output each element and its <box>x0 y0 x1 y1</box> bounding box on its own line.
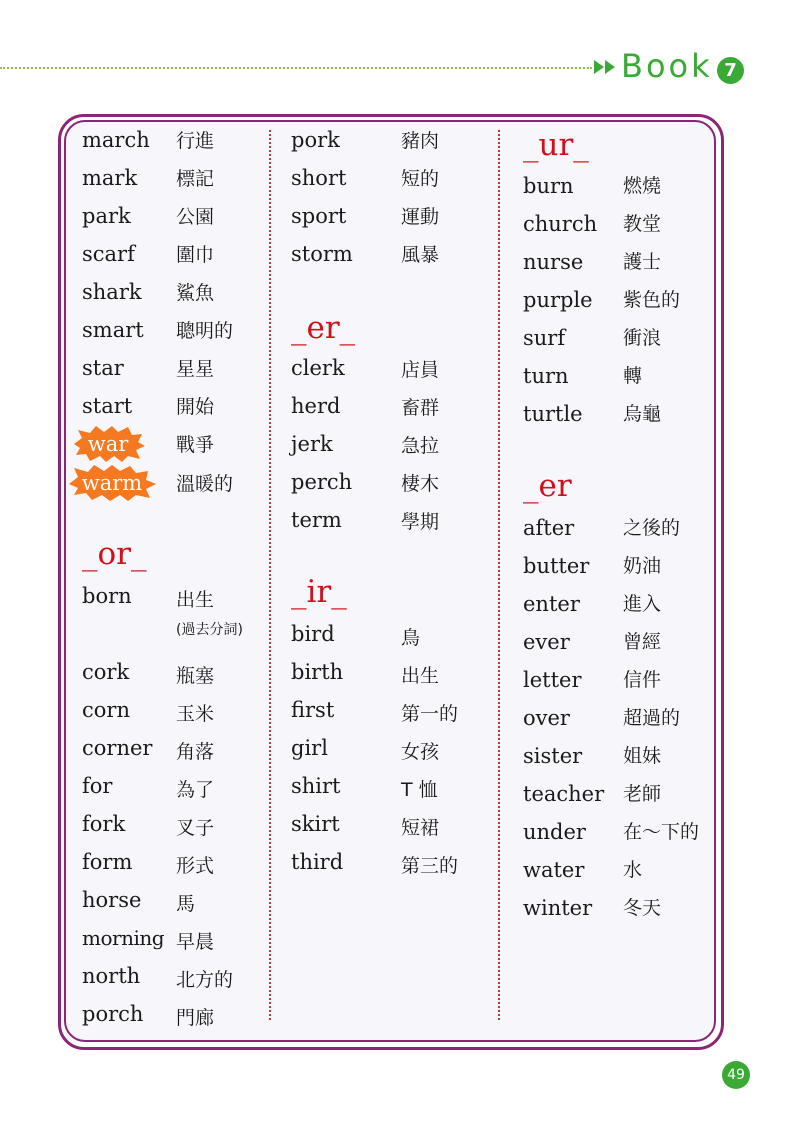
meaning: 瓶塞 <box>176 665 215 687</box>
meaning: 開始 <box>176 396 215 418</box>
word: letter <box>523 668 582 692</box>
word: term <box>291 508 342 532</box>
meaning: 急拉 <box>401 435 440 457</box>
meaning: 短的 <box>401 168 440 190</box>
meaning: 進入 <box>623 593 662 615</box>
word: ever <box>523 630 570 654</box>
section-heading-or: _or_ <box>82 536 147 572</box>
meaning: 出生 <box>401 665 440 687</box>
meaning: 角落 <box>176 741 215 763</box>
meaning: 叉子 <box>176 817 215 839</box>
meaning-note: (過去分詞) <box>176 622 243 638</box>
word: burn <box>523 174 574 198</box>
meaning: 棲木 <box>401 473 440 495</box>
meaning: 姐妹 <box>623 745 662 767</box>
meaning: 女孩 <box>401 741 440 763</box>
word: short <box>291 166 347 190</box>
meaning: 北方的 <box>176 969 234 991</box>
meaning: 公園 <box>176 206 215 228</box>
word: march <box>82 128 150 152</box>
meaning: 學期 <box>401 511 440 533</box>
meaning: 紫色的 <box>623 289 681 311</box>
word: corner <box>82 736 153 760</box>
word: scarf <box>82 242 135 266</box>
meaning: 衝浪 <box>623 327 662 349</box>
double-arrow-icon <box>594 56 620 78</box>
book-title: Book <box>621 47 713 85</box>
column-divider-1 <box>269 130 271 1020</box>
meaning: 教堂 <box>623 213 662 235</box>
word: herd <box>291 394 341 418</box>
meaning: 第三的 <box>401 855 459 877</box>
meaning: T 恤 <box>401 779 438 801</box>
word: corn <box>82 698 130 722</box>
word: first <box>291 698 335 722</box>
meaning: 出生 <box>176 589 215 611</box>
word: butter <box>523 554 590 578</box>
meaning: 風暴 <box>401 244 440 266</box>
meaning: 烏龜 <box>623 403 662 425</box>
word: bird <box>291 622 335 646</box>
meaning: 之後的 <box>623 517 681 539</box>
word: smart <box>82 318 144 342</box>
meaning: 燃燒 <box>623 175 662 197</box>
section-heading-er: _er_ <box>291 310 356 346</box>
word: under <box>523 820 586 844</box>
word: girl <box>291 736 328 760</box>
meaning: 標記 <box>176 168 215 190</box>
word: surf <box>523 326 566 350</box>
meaning: 水 <box>623 859 643 881</box>
section-heading-ur: _ur_ <box>523 127 589 163</box>
meaning: 豬肉 <box>401 130 440 152</box>
meaning: 運動 <box>401 206 440 228</box>
word: skirt <box>291 812 340 836</box>
word: sister <box>523 744 583 768</box>
section-heading-ir: _ir_ <box>291 574 347 610</box>
word: clerk <box>291 356 345 380</box>
meaning: 鯊魚 <box>176 282 215 304</box>
word: park <box>82 204 131 228</box>
word: porch <box>82 1002 144 1026</box>
meaning: 早晨 <box>176 931 215 953</box>
meaning: 超過的 <box>623 707 681 729</box>
word-highlighted: war <box>87 432 129 456</box>
meaning: 信件 <box>623 669 662 691</box>
meaning: 門廊 <box>176 1007 215 1029</box>
meaning: 圍巾 <box>176 244 215 266</box>
meaning: 曾經 <box>623 631 662 653</box>
meaning: 店員 <box>401 359 440 381</box>
word: church <box>523 212 598 236</box>
word: star <box>82 356 124 380</box>
word: sport <box>291 204 347 228</box>
meaning: 為了 <box>176 779 215 801</box>
meaning: 在～下的 <box>623 821 700 843</box>
word: for <box>82 774 113 798</box>
meaning: 轉 <box>623 365 643 387</box>
word: start <box>82 394 133 418</box>
meaning: 形式 <box>176 855 215 877</box>
word: storm <box>291 242 353 266</box>
meaning: 馬 <box>176 893 196 915</box>
word: horse <box>82 888 142 912</box>
word: cork <box>82 660 130 684</box>
word: mark <box>82 166 138 190</box>
word: shark <box>82 280 142 304</box>
column-divider-2 <box>498 130 500 1020</box>
meaning: 鳥 <box>401 627 421 649</box>
meaning: 第一的 <box>401 703 459 725</box>
meaning: 冬天 <box>623 897 662 919</box>
word: third <box>291 850 344 874</box>
word: morning <box>82 926 165 950</box>
meaning: 星星 <box>176 358 215 380</box>
meaning: 老師 <box>623 783 662 805</box>
meaning: 奶油 <box>623 555 662 577</box>
meaning: 玉米 <box>176 703 215 725</box>
meaning: 短裙 <box>401 817 440 839</box>
word: perch <box>291 470 353 494</box>
word: form <box>82 850 133 874</box>
word: water <box>523 858 585 882</box>
meaning: 戰爭 <box>176 434 215 456</box>
word: enter <box>523 592 580 616</box>
word: birth <box>291 660 344 684</box>
meaning: 行進 <box>176 130 215 152</box>
word: turn <box>523 364 569 388</box>
meaning: 畜群 <box>401 397 440 419</box>
page-number-badge: 49 <box>722 1061 750 1089</box>
word-highlighted: warm <box>81 471 143 495</box>
book-number-badge: 7 <box>717 57 744 84</box>
word: over <box>523 706 570 730</box>
word: jerk <box>291 432 333 456</box>
word: winter <box>523 896 593 920</box>
meaning: 護士 <box>623 251 662 273</box>
meaning: 溫暖的 <box>176 473 234 495</box>
word: turtle <box>523 402 583 426</box>
word: purple <box>523 288 593 312</box>
word: fork <box>82 812 126 836</box>
highlight-burst-war <box>70 424 146 464</box>
word: shirt <box>291 774 341 798</box>
vocabulary-panel <box>64 120 716 1042</box>
word: pork <box>291 128 340 152</box>
section-heading-er-end: _er <box>523 468 572 504</box>
highlight-burst-warm <box>66 463 158 503</box>
header-dotted-line <box>0 67 592 69</box>
word: teacher <box>523 782 605 806</box>
word: nurse <box>523 250 584 274</box>
word: after <box>523 516 575 540</box>
meaning: 聰明的 <box>176 320 234 342</box>
word: north <box>82 964 141 988</box>
word: born <box>82 584 132 608</box>
